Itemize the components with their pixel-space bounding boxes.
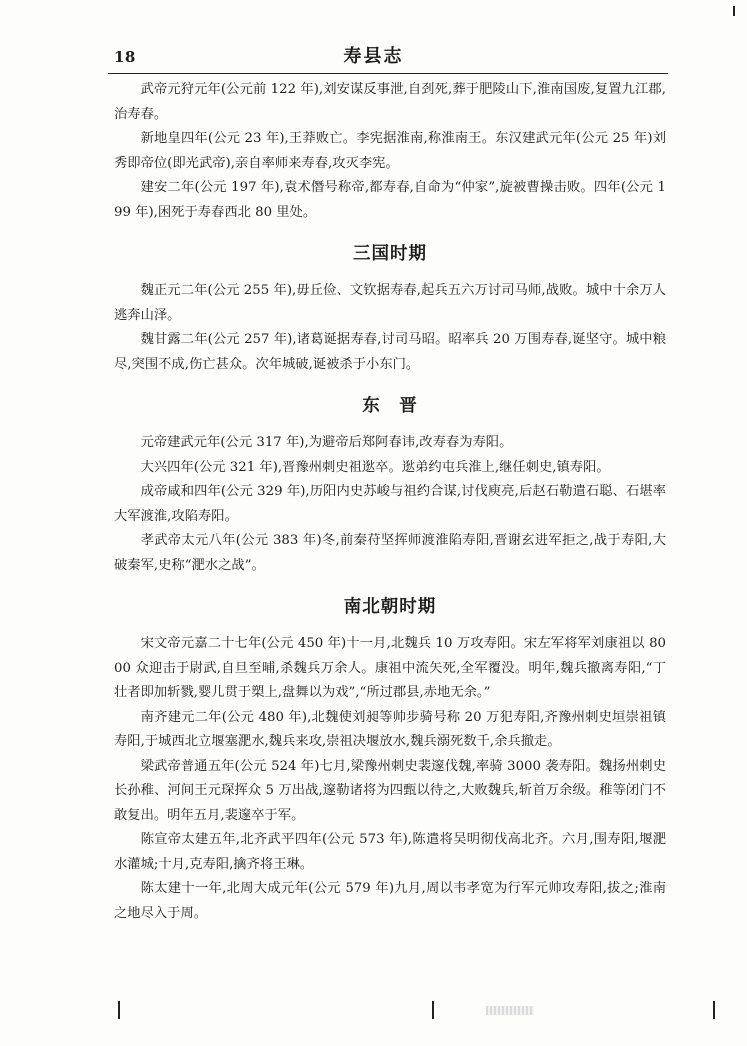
- crop-mark: [733, 6, 735, 16]
- running-header-title: 寿县志: [343, 46, 404, 67]
- crop-mark: [432, 1001, 434, 1019]
- paragraph: 成帝咸和四年(公元 329 年),历阳内史苏峻与祖约合谋,讨伐庾亮,后赵石勒遣石聪、石堪率大军渡淮,攻陷寿阳。: [114, 484, 666, 524]
- paragraph: 陈宣帝太建五年,北齐武平四年(公元 573 年),陈遣将吴明彻伐高北齐。六月,围寿阳,堰淝水灌城;十月,克寿阳,擒齐将王琳。: [114, 832, 666, 872]
- paragraph: 元帝建武元年(公元 317 年),为避帝后郑阿春讳,改寿春为寿阳。: [140, 435, 513, 450]
- section-title-eastern-jin: 东 晋: [362, 396, 418, 416]
- paragraph: 梁武帝普通五年(公元 524 年)七月,梁豫州刺史裴邃伐魏,率骑 3000 袭寿阳。魏扬州刺史长孙稚、河间王元琛挥众 5 万出战,邃勒诸将为四甄以待之,大败魏兵,斩首万余级。稚等闭门不敢复出。明年五月,裴邃卒于军。: [114, 758, 666, 823]
- main-text: [114, 78, 666, 926]
- crop-mark: [713, 1001, 715, 1019]
- paragraph: 魏正元二年(公元 255 年),毋丘俭、文钦据寿春,起兵五六万讨司马师,战败。城中十余万人逃奔山泽。: [114, 283, 666, 323]
- page-number: 18: [114, 48, 136, 66]
- section-title-three-kingdoms: 三国时期: [353, 244, 427, 264]
- paragraph: 宋文帝元嘉二十七年(公元 450 年)十一月,北魏兵 10 万攻寿阳。宋左军将军刘康祖以 8000 众迎击于尉武,自旦至晡,杀魏兵万余人。康祖中流矢死,全军覆没。明年,魏兵撤离寿阳,“丁壮者即加斩戮,婴儿贯于槊上,盘舞以为戏”,“所过郡县,赤地无余。”: [114, 636, 666, 700]
- paragraph: 新地皇四年(公元 23 年),王莽败亡。李宪据淮南,称淮南王。东汉建武元年(公元 25 年)刘秀即帝位(即光武帝),亲自率师来寿春,攻灭李宪。: [114, 131, 666, 171]
- scan-artifact: [486, 1006, 534, 1015]
- paragraph: 孝武帝太元八年(公元 383 年)冬,前秦苻坚挥师渡淮陷寿阳,晋谢玄进军拒之,战于寿阳,大破秦军,史称“淝水之战”。: [114, 533, 666, 573]
- paragraph: 陈太建十一年,北周大成元年(公元 579 年)九月,周以韦孝宽为行军元帅攻寿阳,拔之;淮南之地尽入于周。: [114, 881, 666, 921]
- paragraph: 建安二年(公元 197 年),袁术僭号称帝,都寿春,自命为“仲家”,旋被曹操击败。四年(公元 199 年),困死于寿春西北 80 里处。: [114, 180, 666, 220]
- paragraph: 武帝元狩元年(公元前 122 年),刘安谋反事泄,自刭死,葬于肥陵山下,淮南国废,复置九江郡,治寿春。: [114, 82, 666, 122]
- crop-mark: [118, 1001, 120, 1019]
- paragraph: 南齐建元二年(公元 480 年),北魏使刘昶等帅步骑号称 20 万犯寿阳,齐豫州刺史垣崇祖镇寿阳,于城西北立堰塞淝水,魏兵来攻,崇祖决堰放水,魏兵溺死数千,余兵撤走。: [114, 709, 666, 749]
- section-title-southern-northern-dynasties: 南北朝时期: [343, 597, 437, 617]
- paragraph: 大兴四年(公元 321 年),晋豫州刺史祖逖卒。逖弟约屯兵淮上,继任刺史,镇寿阳。: [140, 459, 610, 475]
- paragraph: 魏甘露二年(公元 257 年),诸葛诞据寿春,讨司马昭。昭率兵 20 万围寿春,诞坚守。城中粮尽,突围不成,伤亡甚众。次年城破,诞被杀于小东门。: [114, 332, 666, 372]
- header-rule: [108, 73, 668, 74]
